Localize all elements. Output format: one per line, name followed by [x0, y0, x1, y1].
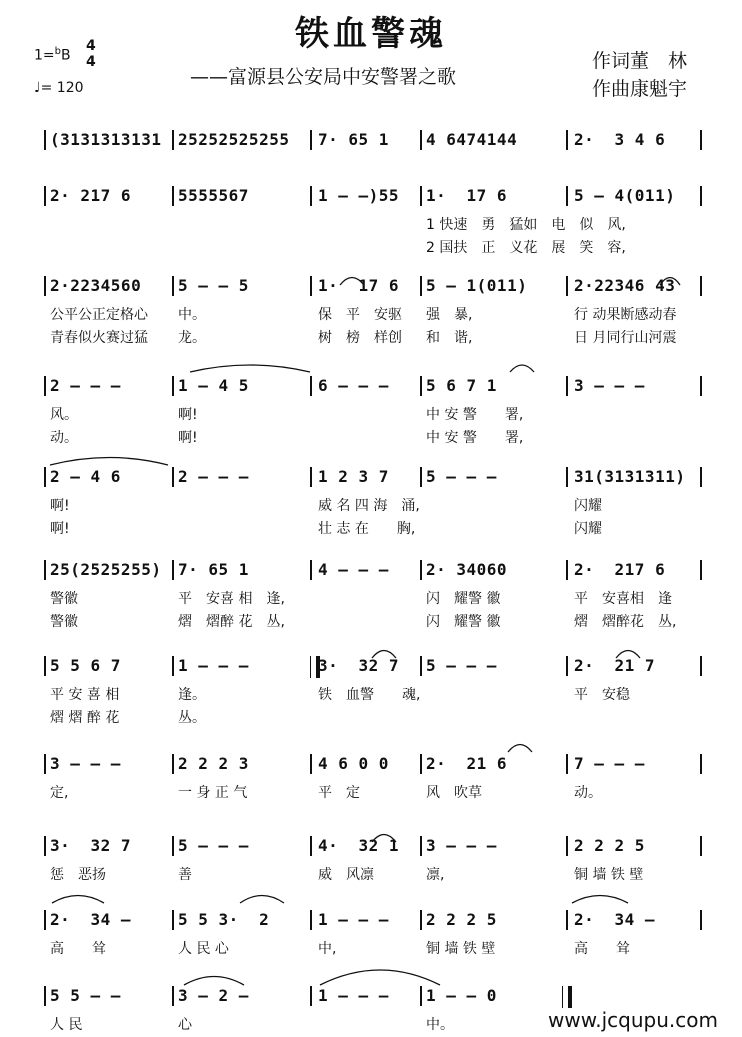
barline [44, 276, 46, 296]
barline [310, 754, 312, 774]
measure-notes: 25252525255 [178, 130, 290, 149]
measure-notes: 25(2525255) [50, 560, 162, 579]
lyric-text: 熠 熠 醉 花 [50, 710, 120, 726]
song-title: 铁血警魂 [295, 14, 447, 54]
barline [700, 186, 702, 206]
measure-notes: 5 — 4(011) [574, 186, 676, 205]
lyric-text: 啊! [50, 498, 70, 514]
lyric-text: 铜 墙 铁 壁 [426, 941, 496, 957]
barline [310, 910, 312, 930]
lyric-text: 人 民 [50, 1017, 83, 1033]
lyric-text: 风 吹草 [426, 785, 482, 801]
lyric-text: 啊! [50, 521, 70, 537]
lyric-text: 平 安稳 [574, 687, 630, 703]
barline [566, 186, 568, 206]
barline [310, 986, 312, 1006]
lyric-text: 丛。 [178, 710, 206, 726]
barline [700, 910, 702, 930]
barline [44, 186, 46, 206]
barline [420, 656, 422, 676]
barline [44, 656, 46, 676]
barline [44, 754, 46, 774]
measure-notes: 3 — — — [574, 376, 645, 395]
lyric-text: 闪 耀警 徽 [426, 614, 501, 630]
measure-notes: 5 — — — [426, 656, 497, 675]
barline [420, 376, 422, 396]
lyric-text: 心 [178, 1017, 192, 1033]
time-signature: 4 4 [86, 38, 96, 70]
lyric-text: 壮 志 在 胸, [318, 521, 416, 537]
lyric-text: 动。 [574, 785, 602, 801]
barline [566, 130, 568, 150]
barline [700, 276, 702, 296]
final-barline [562, 986, 572, 1008]
lyric-text: 中。 [426, 1017, 454, 1033]
barline [566, 467, 568, 487]
lyric-text: 威 风凛 [318, 867, 374, 883]
barline [172, 836, 174, 856]
lyric-text: 逢。 [178, 687, 206, 703]
lyric-text: 风。 [50, 407, 78, 423]
lyric-text: 善 [178, 867, 192, 883]
measure-notes: 4 — — — [318, 560, 389, 579]
lyric-text: 警徽 [50, 614, 78, 630]
measure-notes: 2· 21 7 [574, 656, 656, 675]
measure-notes: 7 — — — [574, 754, 645, 773]
barline [420, 186, 422, 206]
measure-notes: 5 — 1(011) [426, 276, 528, 295]
barline [310, 836, 312, 856]
barline [420, 754, 422, 774]
barline [310, 376, 312, 396]
barline [566, 836, 568, 856]
barline [172, 467, 174, 487]
measure-notes: 2 2 2 3 [178, 754, 249, 773]
barline [700, 560, 702, 580]
lyric-text: 定, [50, 785, 69, 801]
barline [700, 754, 702, 774]
lyric-text: 动。 [50, 430, 78, 446]
measure-notes: 2·2234560 [50, 276, 142, 295]
lyric-text: 熠 熠醉花 丛, [574, 614, 677, 630]
barline [420, 910, 422, 930]
lyric-text: 熠 熠醉 花 丛, [178, 614, 285, 630]
barline [700, 130, 702, 150]
barline [420, 986, 422, 1006]
barline [172, 910, 174, 930]
lyric-text: 警徽 [50, 591, 78, 607]
barline [172, 560, 174, 580]
lyric-text: 铜 墙 铁 壁 [574, 867, 644, 883]
measure-notes: 1 — — 0 [426, 986, 497, 1005]
measure-notes: 1 — — — [178, 656, 249, 675]
measure-notes: 1 — — — [318, 986, 389, 1005]
lyric-text: 平 安喜相 逢 [574, 591, 672, 607]
measure-notes: 2· 3 4 6 [574, 130, 666, 149]
measure-notes: 1 — — — [318, 910, 389, 929]
measure-notes: 2·22346 43 [574, 276, 676, 295]
barline [310, 560, 312, 580]
measure-notes: 4 6474144 [426, 130, 518, 149]
measure-notes: 2 — — — [50, 376, 121, 395]
barline [44, 130, 46, 150]
barline [44, 467, 46, 487]
composer-credit: 作曲康魁宇 [592, 78, 688, 100]
barline [172, 376, 174, 396]
measure-notes: 4· 32 1 [318, 836, 400, 855]
lyric-text: 人 民 心 [178, 941, 229, 957]
barline [700, 467, 702, 487]
barline [44, 560, 46, 580]
barline [172, 656, 174, 676]
lyric-text: 行 动果断感动春 [574, 307, 677, 323]
measure-notes: 5 — — 5 [178, 276, 249, 295]
barline [566, 276, 568, 296]
barline [700, 836, 702, 856]
measure-notes: 5 5 3· 2 [178, 910, 270, 929]
lyric-text: 树 榜 样创 [318, 330, 402, 346]
barline [44, 910, 46, 930]
barline [44, 986, 46, 1006]
measure-notes: 5 — — — [178, 836, 249, 855]
barline [420, 130, 422, 150]
measure-notes: 1 — 4 5 [178, 376, 249, 395]
measure-notes: 2 2 2 5 [426, 910, 497, 929]
barline [172, 186, 174, 206]
song-subtitle: ——富源县公安局中安警署之歌 [190, 66, 457, 88]
measure-notes: 5555567 [178, 186, 249, 205]
measure-notes: 2· 21 6 [426, 754, 508, 773]
lyric-text: 闪耀 [574, 521, 602, 537]
lyric-text: 和 谐, [426, 330, 473, 346]
measure-notes: 2 — 4 6 [50, 467, 121, 486]
measure-notes: 1 2 3 7 [318, 467, 389, 486]
measure-notes: 2 — — — [178, 467, 249, 486]
barline [310, 467, 312, 487]
barline [566, 560, 568, 580]
measure-notes: 1 — —)55 [318, 186, 400, 205]
lyric-text: 高 耸 [574, 941, 630, 957]
measure-notes: 2 2 2 5 [574, 836, 645, 855]
barline [566, 910, 568, 930]
barline [566, 754, 568, 774]
lyric-text: 1 快速 勇 猛如 电 似 风, [426, 217, 626, 233]
key-signature: 1=$^b$B [34, 46, 71, 64]
barline [310, 276, 312, 296]
lyric-text: 一 身 正 气 [178, 785, 248, 801]
lyric-text: 青春似火赛过猛 [50, 330, 148, 346]
measure-notes: 5 — — — [426, 467, 497, 486]
measure-notes: 3 — 2 — [178, 986, 249, 1005]
barline [44, 836, 46, 856]
lyric-text: 啊! [178, 430, 198, 446]
lyric-text: 威 名 四 海 涌, [318, 498, 420, 514]
lyric-text: 平 安 喜 相 [50, 687, 120, 703]
barline [310, 130, 312, 150]
barline [44, 376, 46, 396]
lyric-text: 日 月同行山河震 [574, 330, 677, 346]
lyric-text: 公平公正定格心 [50, 307, 148, 323]
measure-notes: 2· 217 6 [574, 560, 666, 579]
measure-notes: 5 6 7 1 [426, 376, 497, 395]
measure-notes: 1· 17 6 [426, 186, 508, 205]
measure-notes: 2· 34 — [50, 910, 132, 929]
measure-notes: 4 6 0 0 [318, 754, 389, 773]
barline [420, 276, 422, 296]
lyric-text: 高 耸 [50, 941, 106, 957]
lyric-text: 中。 [178, 307, 206, 323]
lyric-text: 中 安 警 署, [426, 407, 524, 423]
lyric-text: 强 暴, [426, 307, 473, 323]
tempo-marking: ♩= 120 [34, 80, 84, 96]
barline [420, 467, 422, 487]
lyric-text: 中, [318, 941, 337, 957]
measure-notes: 2· 34060 [426, 560, 508, 579]
barline [172, 276, 174, 296]
lyric-text: 中 安 警 署, [426, 430, 524, 446]
lyric-text: 凛, [426, 867, 445, 883]
lyric-text: 闪 耀警 徽 [426, 591, 501, 607]
measure-notes: 1· 17 6 [318, 276, 400, 295]
watermark: www.jcqupu.com [548, 1008, 718, 1032]
lyric-text: 平 定 [318, 785, 360, 801]
measure-notes: 3 — — — [50, 754, 121, 773]
lyricist-credit: 作词董 林 [592, 50, 688, 72]
barline [310, 186, 312, 206]
lyric-text: 龙。 [178, 330, 206, 346]
lyric-text: 啊! [178, 407, 198, 423]
measure-notes: 2· 217 6 [50, 186, 132, 205]
barline [700, 376, 702, 396]
measure-notes: 7· 65 1 [318, 130, 389, 149]
barline [172, 986, 174, 1006]
barline [566, 656, 568, 676]
measure-notes: 3· 32 7 [318, 656, 400, 675]
measure-notes: 6 — — — [318, 376, 389, 395]
measure-notes: 3· 32 7 [50, 836, 132, 855]
barline [172, 754, 174, 774]
measure-notes: 2· 34 — [574, 910, 656, 929]
measure-notes: (3131313131 [50, 130, 162, 149]
measure-notes: 5 5 — — [50, 986, 121, 1005]
barline [700, 656, 702, 676]
lyric-text: 保 平 安驱 [318, 307, 402, 323]
lyric-text: 2 国扶 正 义花 展 笑 容, [426, 240, 626, 256]
barline [420, 836, 422, 856]
measure-notes: 5 5 6 7 [50, 656, 121, 675]
lyric-text: 铁 血警 魂, [318, 687, 421, 703]
barline [172, 130, 174, 150]
measure-notes: 31(3131311) [574, 467, 686, 486]
lyric-text: 平 安喜 相 逢, [178, 591, 285, 607]
measure-notes: 3 — — — [426, 836, 497, 855]
barline [566, 376, 568, 396]
measure-notes: 7· 65 1 [178, 560, 249, 579]
barline [420, 560, 422, 580]
lyric-text: 惩 恶扬 [50, 867, 106, 883]
lyric-text: 闪耀 [574, 498, 602, 514]
repeat-barline [310, 656, 320, 678]
